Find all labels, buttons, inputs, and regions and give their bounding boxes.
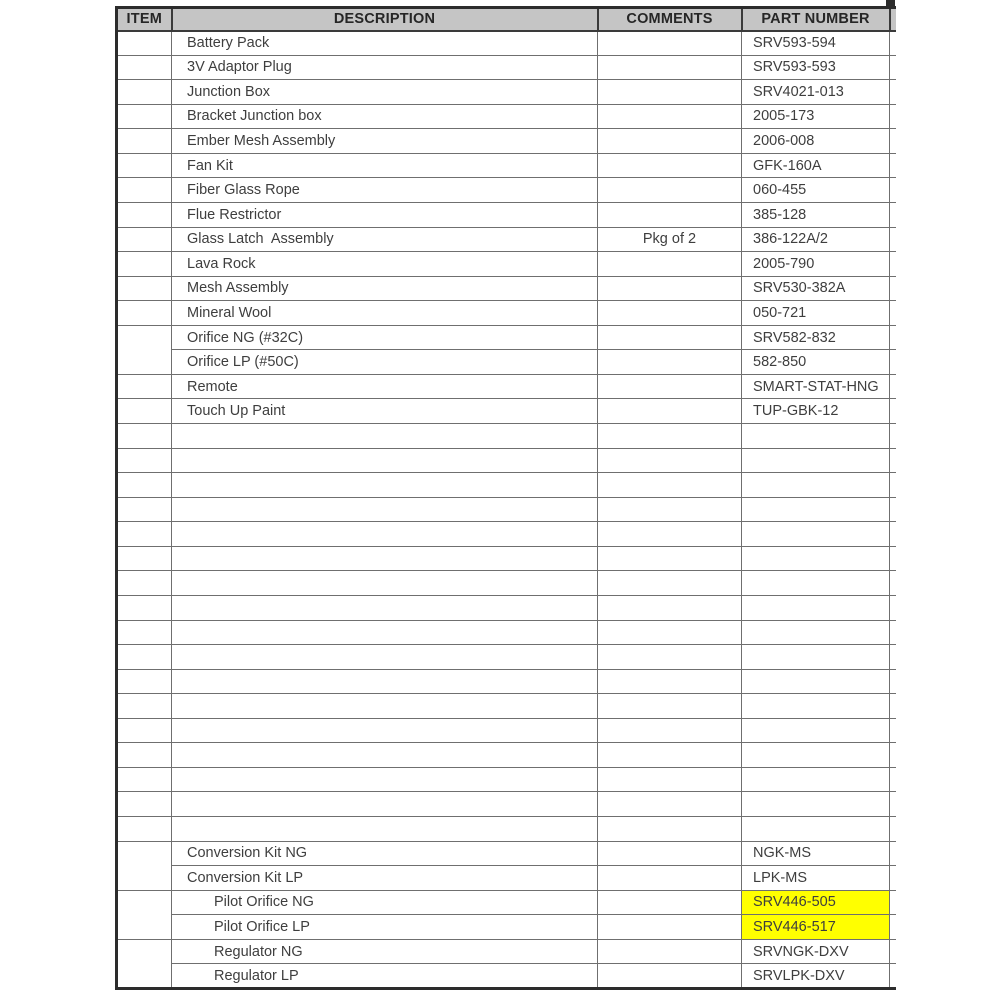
- comments-cell: [598, 669, 742, 694]
- part-number-cell: GFK-160A: [742, 153, 890, 178]
- part-number-cell: [742, 645, 890, 670]
- part-number-cell: SRV582-832: [742, 325, 890, 350]
- description-cell: [172, 522, 598, 547]
- comments-cell: [598, 645, 742, 670]
- comments-cell: [598, 276, 742, 301]
- table-row: [117, 448, 896, 473]
- cutoff-cell: [890, 792, 896, 817]
- description-cell: Fiber Glass Rope: [172, 178, 598, 203]
- table-row: [117, 424, 896, 449]
- item-cell: [117, 841, 172, 890]
- table-row: [117, 399, 896, 424]
- table-row: [117, 546, 896, 571]
- part-number-cell: [742, 792, 890, 817]
- part-number-cell: [742, 448, 890, 473]
- part-number-cell: NGK-MS: [742, 841, 890, 866]
- comments-cell: [598, 153, 742, 178]
- cutoff-cell: [890, 55, 896, 80]
- comments-cell: [598, 473, 742, 498]
- item-cell: [117, 252, 172, 277]
- part-number-cell: SRV593-594: [742, 31, 890, 56]
- column-header-part-number: PART NUMBER: [742, 8, 890, 31]
- table-header-row: [117, 8, 896, 31]
- table-row: [117, 694, 896, 719]
- description-cell: [172, 694, 598, 719]
- cutoff-cell: [890, 841, 896, 866]
- description-cell: Bracket Junction box: [172, 104, 598, 129]
- item-cell: [117, 694, 172, 719]
- description-cell: Mesh Assembly: [172, 276, 598, 301]
- part-number-cell: [742, 620, 890, 645]
- parts-table: [115, 6, 896, 990]
- cutoff-cell: [890, 571, 896, 596]
- part-number-cell: [742, 522, 890, 547]
- comments-cell: [598, 841, 742, 866]
- table-row: [117, 522, 896, 547]
- cutoff-cell: [890, 473, 896, 498]
- item-cell: [117, 202, 172, 227]
- table-row: [117, 153, 896, 178]
- cutoff-cell: [890, 31, 896, 56]
- cutoff-cell: [890, 80, 896, 105]
- item-cell: [117, 276, 172, 301]
- description-cell: Lava Rock: [172, 252, 598, 277]
- part-number-cell: SRV446-505: [742, 890, 890, 915]
- table-row: [117, 252, 896, 277]
- part-number-cell: 2006-008: [742, 129, 890, 154]
- description-cell: [172, 620, 598, 645]
- item-cell: [117, 424, 172, 449]
- cutoff-cell: [890, 915, 896, 940]
- cutoff-cell: [890, 866, 896, 891]
- cutoff-cell: [890, 227, 896, 252]
- comments-cell: [598, 546, 742, 571]
- comments-cell: [598, 350, 742, 375]
- table-row: [117, 964, 896, 989]
- cutoff-cell: [890, 767, 896, 792]
- cutoff-cell: [890, 743, 896, 768]
- parts-table-body: [117, 31, 896, 989]
- cutoff-cell: [890, 350, 896, 375]
- description-cell: Glass Latch Assembly: [172, 227, 598, 252]
- part-number-cell: [742, 473, 890, 498]
- description-cell: Touch Up Paint: [172, 399, 598, 424]
- description-cell: Orifice NG (#32C): [172, 325, 598, 350]
- cutoff-cell: [890, 301, 896, 326]
- item-cell: [117, 497, 172, 522]
- part-number-cell: TUP-GBK-12: [742, 399, 890, 424]
- part-number-cell: [742, 546, 890, 571]
- description-cell: Ember Mesh Assembly: [172, 129, 598, 154]
- column-header-item: ITEM: [117, 8, 172, 31]
- description-cell: [172, 792, 598, 817]
- description-cell: Regulator LP: [172, 964, 598, 989]
- comments-cell: [598, 129, 742, 154]
- part-number-cell: 2005-790: [742, 252, 890, 277]
- part-number-cell: [742, 743, 890, 768]
- item-cell: [117, 374, 172, 399]
- description-cell: [172, 645, 598, 670]
- table-row: [117, 890, 896, 915]
- comments-cell: [598, 767, 742, 792]
- item-cell: [117, 817, 172, 842]
- cutoff-cell: [890, 595, 896, 620]
- cutoff-cell: [890, 669, 896, 694]
- part-number-cell: LPK-MS: [742, 866, 890, 891]
- table-row: [117, 301, 896, 326]
- comments-cell: [598, 817, 742, 842]
- description-cell: [172, 546, 598, 571]
- table-row: [117, 55, 896, 80]
- item-cell: [117, 31, 172, 56]
- part-number-cell: [742, 424, 890, 449]
- item-cell: [117, 743, 172, 768]
- item-cell: [117, 55, 172, 80]
- item-cell: [117, 129, 172, 154]
- item-cell: [117, 669, 172, 694]
- description-cell: [172, 448, 598, 473]
- table-row: [117, 227, 896, 252]
- cutoff-column-header: [890, 8, 896, 31]
- description-cell: [172, 571, 598, 596]
- item-cell: [117, 595, 172, 620]
- table-row: [117, 104, 896, 129]
- comments-cell: Pkg of 2: [598, 227, 742, 252]
- table-row: [117, 939, 896, 964]
- comments-cell: [598, 80, 742, 105]
- comments-cell: [598, 522, 742, 547]
- cutoff-cell: [890, 399, 896, 424]
- description-cell: Conversion Kit LP: [172, 866, 598, 891]
- part-number-cell: 582-850: [742, 350, 890, 375]
- item-cell: [117, 645, 172, 670]
- cutoff-cell: [890, 153, 896, 178]
- item-cell: [117, 399, 172, 424]
- cutoff-cell: [890, 964, 896, 989]
- item-cell: [117, 718, 172, 743]
- cutoff-cell: [890, 645, 896, 670]
- cutoff-cell: [890, 718, 896, 743]
- comments-cell: [598, 694, 742, 719]
- description-cell: Flue Restrictor: [172, 202, 598, 227]
- comments-cell: [598, 424, 742, 449]
- part-number-cell: [742, 595, 890, 620]
- part-number-cell: 386-122A/2: [742, 227, 890, 252]
- table-row: [117, 276, 896, 301]
- column-header-comments: COMMENTS: [598, 8, 742, 31]
- part-number-cell: 050-721: [742, 301, 890, 326]
- description-cell: [172, 743, 598, 768]
- item-cell: [117, 767, 172, 792]
- cutoff-cell: [890, 129, 896, 154]
- description-cell: Orifice LP (#50C): [172, 350, 598, 375]
- cutoff-cell: [890, 817, 896, 842]
- item-cell: [117, 546, 172, 571]
- part-number-cell: [742, 694, 890, 719]
- comments-cell: [598, 743, 742, 768]
- cutoff-cell: [890, 424, 896, 449]
- table-row: [117, 473, 896, 498]
- table-row: [117, 866, 896, 891]
- comments-cell: [598, 448, 742, 473]
- comments-cell: [598, 718, 742, 743]
- table-row: [117, 669, 896, 694]
- comments-cell: [598, 497, 742, 522]
- cutoff-cell: [890, 104, 896, 129]
- part-number-cell: SMART-STAT-HNG: [742, 374, 890, 399]
- table-row: [117, 80, 896, 105]
- item-cell: [117, 80, 172, 105]
- comments-cell: [598, 571, 742, 596]
- part-number-cell: [742, 718, 890, 743]
- description-cell: Pilot Orifice LP: [172, 915, 598, 940]
- part-number-cell: SRVNGK-DXV: [742, 939, 890, 964]
- cutoff-cell: [890, 325, 896, 350]
- description-cell: [172, 767, 598, 792]
- description-cell: Mineral Wool: [172, 301, 598, 326]
- table-row: [117, 178, 896, 203]
- item-cell: [117, 890, 172, 939]
- comments-cell: [598, 620, 742, 645]
- description-cell: [172, 497, 598, 522]
- table-row: [117, 31, 896, 56]
- comments-cell: [598, 178, 742, 203]
- comments-cell: [598, 939, 742, 964]
- part-number-cell: SRV593-593: [742, 55, 890, 80]
- comments-cell: [598, 915, 742, 940]
- table-row: [117, 792, 896, 817]
- comments-cell: [598, 252, 742, 277]
- item-cell: [117, 522, 172, 547]
- table-row: [117, 325, 896, 350]
- comments-cell: [598, 104, 742, 129]
- cutoff-cell: [890, 620, 896, 645]
- item-cell: [117, 448, 172, 473]
- part-number-cell: [742, 669, 890, 694]
- description-cell: Regulator NG: [172, 939, 598, 964]
- comments-cell: [598, 399, 742, 424]
- cutoff-cell: [890, 178, 896, 203]
- part-number-cell: [742, 767, 890, 792]
- part-number-cell: SRV446-517: [742, 915, 890, 940]
- comments-cell: [598, 964, 742, 989]
- part-number-cell: 2005-173: [742, 104, 890, 129]
- description-cell: [172, 817, 598, 842]
- comments-cell: [598, 374, 742, 399]
- item-cell: [117, 104, 172, 129]
- item-cell: [117, 473, 172, 498]
- table-row: [117, 620, 896, 645]
- comments-cell: [598, 890, 742, 915]
- part-number-cell: [742, 497, 890, 522]
- item-cell: [117, 620, 172, 645]
- comments-cell: [598, 595, 742, 620]
- comments-cell: [598, 866, 742, 891]
- description-cell: [172, 424, 598, 449]
- cutoff-cell: [890, 522, 896, 547]
- item-cell: [117, 939, 172, 988]
- table-row: [117, 202, 896, 227]
- description-cell: [172, 669, 598, 694]
- table-row: [117, 718, 896, 743]
- table-row: [117, 915, 896, 940]
- part-number-cell: 060-455: [742, 178, 890, 203]
- table-row: [117, 571, 896, 596]
- cutoff-cell: [890, 939, 896, 964]
- cutoff-cell: [890, 497, 896, 522]
- cutoff-cell: [890, 546, 896, 571]
- cutoff-cell: [890, 694, 896, 719]
- table-row: [117, 374, 896, 399]
- item-cell: [117, 792, 172, 817]
- table-row: [117, 743, 896, 768]
- comments-cell: [598, 55, 742, 80]
- table-row: [117, 841, 896, 866]
- description-cell: Conversion Kit NG: [172, 841, 598, 866]
- cutoff-cell: [890, 448, 896, 473]
- description-cell: Fan Kit: [172, 153, 598, 178]
- part-number-cell: [742, 571, 890, 596]
- item-cell: [117, 153, 172, 178]
- cutoff-cell: [890, 252, 896, 277]
- comments-cell: [598, 325, 742, 350]
- part-number-cell: [742, 817, 890, 842]
- cutoff-cell: [890, 374, 896, 399]
- comments-cell: [598, 301, 742, 326]
- item-cell: [117, 227, 172, 252]
- description-cell: [172, 595, 598, 620]
- table-row: [117, 767, 896, 792]
- comments-cell: [598, 31, 742, 56]
- description-cell: Junction Box: [172, 80, 598, 105]
- cutoff-cell: [890, 890, 896, 915]
- table-row: [117, 645, 896, 670]
- description-cell: 3V Adaptor Plug: [172, 55, 598, 80]
- table-row: [117, 817, 896, 842]
- description-cell: [172, 718, 598, 743]
- part-number-cell: SRVLPK-DXV: [742, 964, 890, 989]
- comments-cell: [598, 202, 742, 227]
- description-cell: Pilot Orifice NG: [172, 890, 598, 915]
- item-cell: [117, 301, 172, 326]
- part-number-cell: 385-128: [742, 202, 890, 227]
- description-cell: Remote: [172, 374, 598, 399]
- table-row: [117, 497, 896, 522]
- column-header-description: DESCRIPTION: [172, 8, 598, 31]
- part-number-cell: SRV4021-013: [742, 80, 890, 105]
- cutoff-cell: [890, 202, 896, 227]
- table-row: [117, 350, 896, 375]
- item-cell: [117, 325, 172, 374]
- cutoff-cell: [890, 276, 896, 301]
- part-number-cell: SRV530-382A: [742, 276, 890, 301]
- item-cell: [117, 178, 172, 203]
- description-cell: Battery Pack: [172, 31, 598, 56]
- comments-cell: [598, 792, 742, 817]
- table-row: [117, 129, 896, 154]
- item-cell: [117, 571, 172, 596]
- description-cell: [172, 473, 598, 498]
- table-row: [117, 595, 896, 620]
